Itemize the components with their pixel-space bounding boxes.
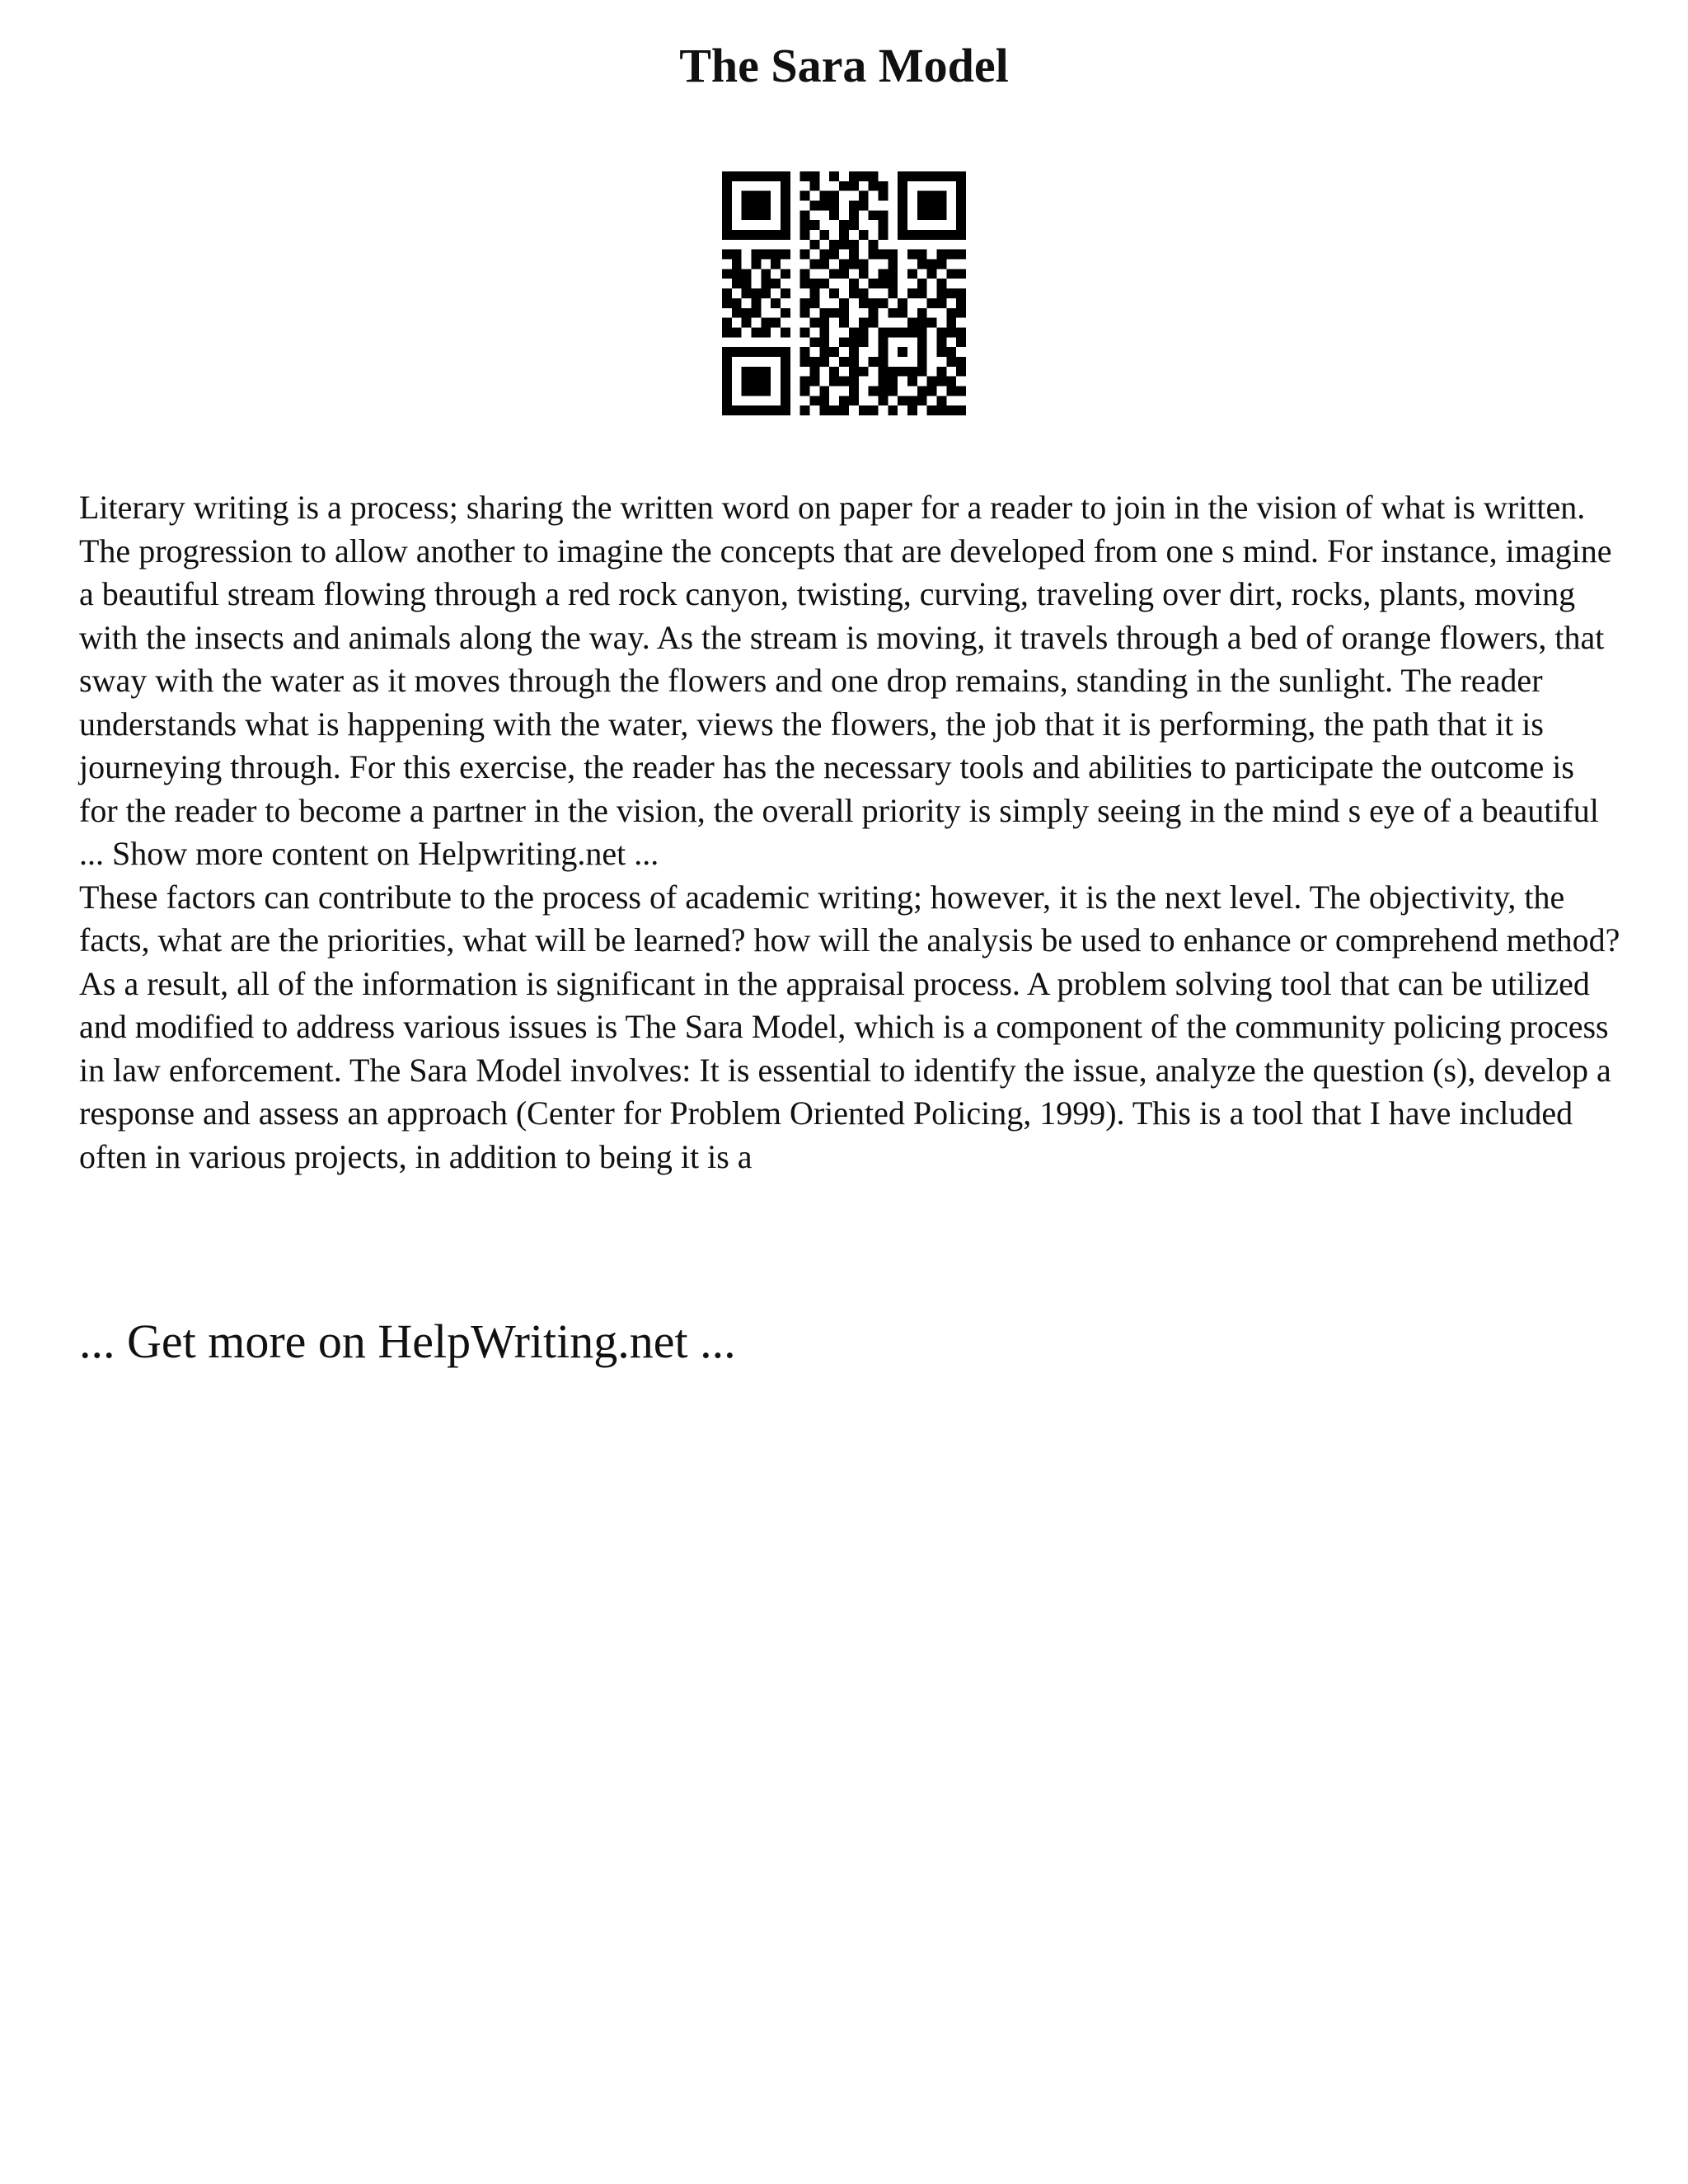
paragraph-1: Literary writing is a process; sharing the written word on paper for a reader to join in the vision of what is written. The progression to allow another to imagine the concepts that are developed from one s mind. For instance, imagine a beautiful stream flowing through a red rock canyon, twisting, curving, traveling over dirt, rocks, plants, moving with the insects and animals along the way. As the stream is moving, it travels through a bed of orange flowers, that sway with the water as it moves through the flowers and one drop remains, standing in the sunlight. The reader understands what is happening with the water, views the flowers, the job that it is performing, the path that it is journeying through. For this exercise, the reader has the necessary tools and abilities to participate the outcome is for the reader to become a partner in the vision, the overall priority is simply seeing in the mind s eye of a beautiful ... Show more content on Helpwriting.net ...	[79, 489, 1612, 872]
page-title: The Sara Model	[679, 39, 1009, 92]
paragraph-2: These factors can contribute to the process of academic writing; however, it is the next level. The objectivity, the facts, what are the priorities, what will be learned? how will the analysis be used to enhance or comprehend method? As a result, all of the information is significant in the appraisal process. A problem solving tool that can be utilized and modified to address various issues is The Sara Model, which is a component of the community policing process in law enforcement. The Sara Model involves: It is essential to identify the issue, analyze the question (s), develop a response and assess an approach (Center for Problem Oriented Policing, 1999). This is a tool that I have included often in various projects, in addition to being it is a	[79, 878, 1620, 1175]
article-body	[79, 486, 1620, 1179]
qr-code-icon	[722, 171, 966, 415]
get-more-link[interactable]: ... Get more on HelpWriting.net ...	[79, 1315, 736, 1368]
